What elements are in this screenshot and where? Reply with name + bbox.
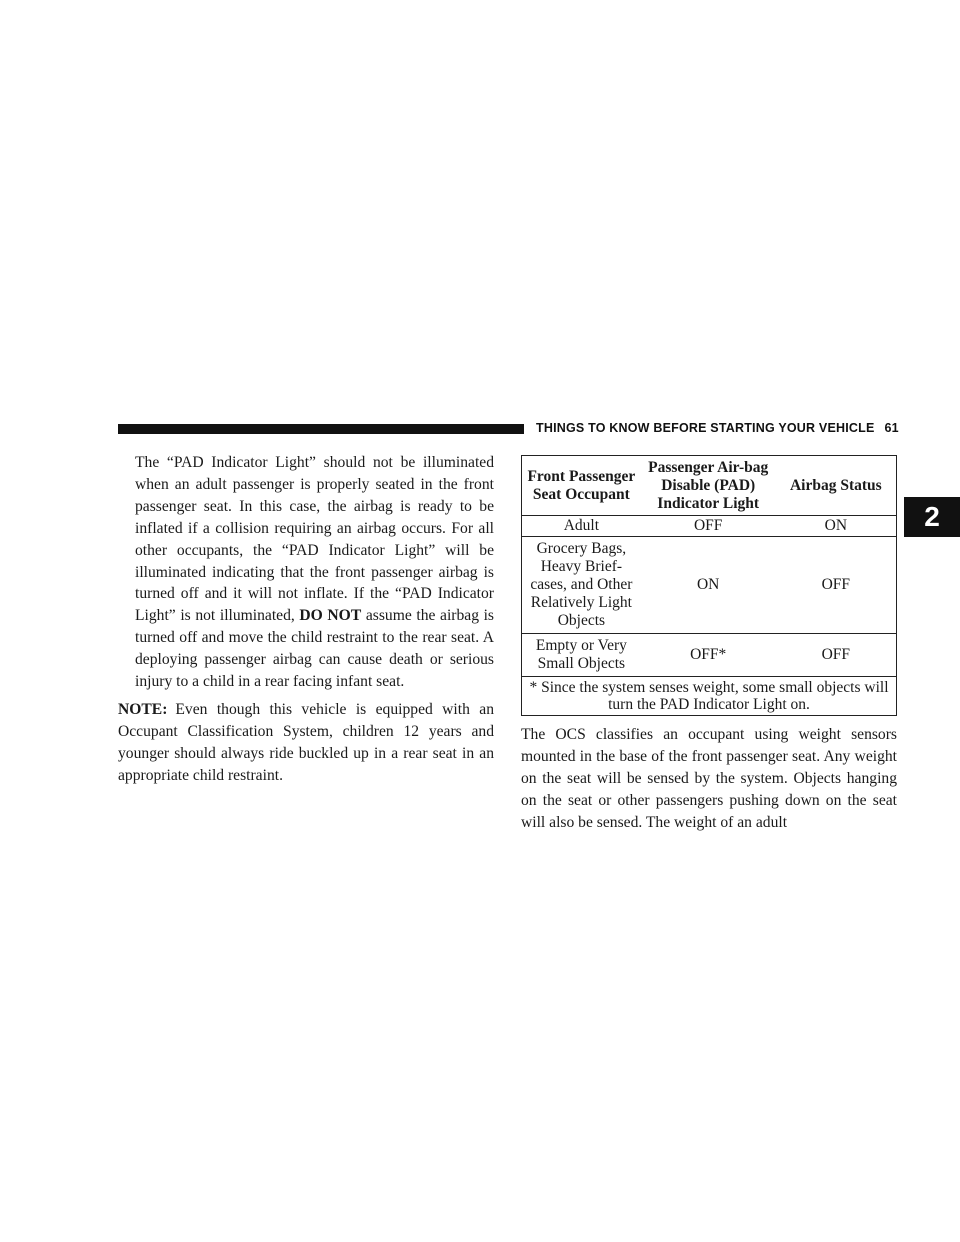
pad-indicator-paragraph: The “PAD Indicator Light” should not be illuminated when an adult passenger is properly seated in the front passenger seat. In this case, the airbag is ready to be inflated if a collision requiring an airbag occurs. For all other occupants, the “PAD Indicator Light” will be illuminated indicating that the front passenger airbag is turned off and it will not inflate. If the “PAD Indicator Light” is not illuminated, DO NOT assume the airbag is turned off and move the child restraint to the rear seat. A deploying passenger airbag can cause death or serious injury to a child in a rear facing infant seat. xyxy=(135,454,494,691)
table-row: Grocery Bags, Heavy Brief-cases, and Other Relatively Light Objects ON OFF xyxy=(522,537,897,634)
running-header xyxy=(536,421,936,435)
table-header-row xyxy=(522,456,897,516)
left-column xyxy=(118,452,494,787)
header-airbag-status: Airbag Status xyxy=(776,456,897,516)
table-row: Adult OFF ON xyxy=(522,516,897,537)
table-row: Empty or Very Small Objects OFF* OFF xyxy=(522,634,897,677)
airbag-status-table xyxy=(521,455,897,716)
do-not-emphasis: DO NOT xyxy=(299,607,362,625)
chapter-tab: 2 xyxy=(904,497,960,537)
note-text: Even though this vehicle is equipped with an Occupant Classification System, children 12 years and younger should always ride buckled up in a rear seat in an appropriate child restraint. xyxy=(118,700,494,784)
table-footnote-row xyxy=(522,677,897,716)
note-label: NOTE: xyxy=(118,700,168,718)
header-occupant: Front Passenger Seat Occupant xyxy=(522,456,641,516)
section-title: THINGS TO KNOW BEFORE STARTING YOUR VEHICLE xyxy=(536,421,875,435)
ocs-paragraph: The OCS classifies an occupant using weight sensors mounted in the base of the front passenger seat. Any weight on the seat will be sensed by the system. Objects hanging on the seat or other passengers pushing down on the seat will also be sensed. The weight of an adult xyxy=(521,726,897,831)
header-rule-bar xyxy=(118,424,524,434)
table-footnote: * Since the system senses weight, some small objects will turn the PAD Indicator Light on. xyxy=(522,677,897,716)
header-pad-light: Passenger Air-bag Disable (PAD) Indicator Light xyxy=(641,456,776,516)
page-number: 61 xyxy=(884,421,899,435)
note-paragraph xyxy=(118,699,494,787)
